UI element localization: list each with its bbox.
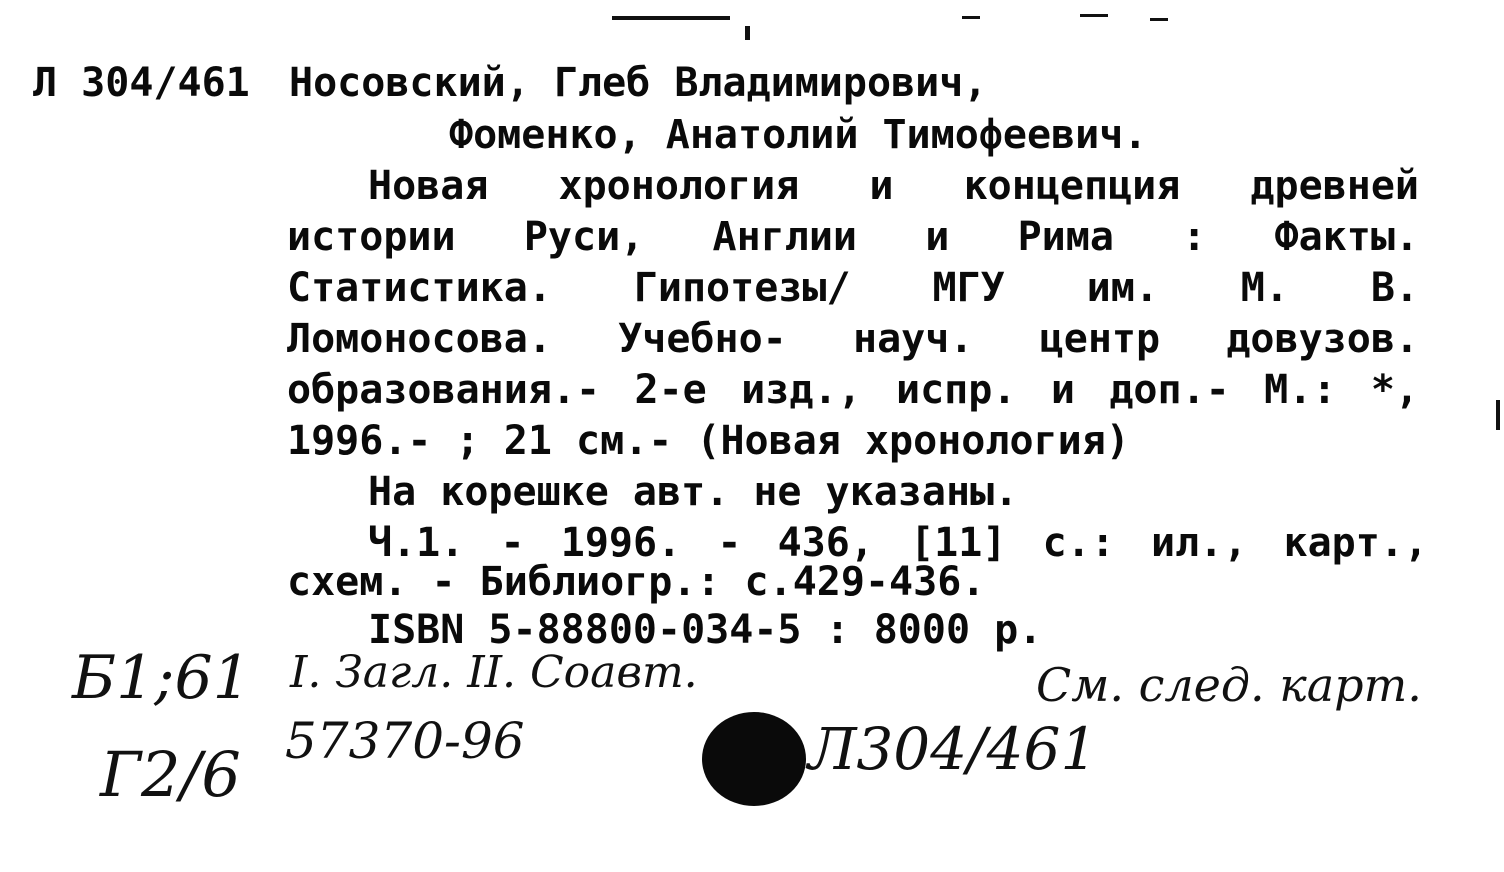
coauthor-line: Фоменко, Анатолий Тимофеевич. <box>449 112 1148 158</box>
note-line: На корешке авт. не указаны. <box>368 469 1019 515</box>
imprint-line: образования.- 2-е изд., испр. и доп.- М.: *, <box>287 367 1419 413</box>
handwritten-accession: 57370-96 <box>285 712 525 770</box>
top-dash <box>612 16 730 20</box>
imprint-line: 1996.- ; 21 см.- (Новая хронология) <box>287 418 1130 464</box>
isbn-line: ISBN 5-88800-034-5 : 8000 р. <box>368 607 1043 653</box>
handwritten-classification: Б1;61 <box>72 643 251 713</box>
handwritten-author-mark: Г2/6 <box>100 738 241 811</box>
handwritten-see-next: См. след. карт. <box>1036 658 1422 712</box>
title-line: Ломоносова. Учебно- науч. центр довузов. <box>287 316 1419 362</box>
edge-mark <box>1496 400 1500 430</box>
shelfmark: Л 304/461 <box>33 60 250 106</box>
top-dash <box>1080 14 1108 17</box>
title-line: Новая хронология и концепция древней <box>368 163 1419 209</box>
part-line: Ч.1. - 1996. - 436, [11] с.: ил., карт., <box>368 520 1428 566</box>
handwritten-shelf-number: Л304/461 <box>808 715 1098 783</box>
title-line: Статистика. Гипотезы/ МГУ им. М. В. <box>287 265 1419 311</box>
part-line: схем. - Библиогр.: с.429-436. <box>287 559 986 605</box>
title-line: истории Руси, Англии и Рима : Факты. <box>287 214 1419 260</box>
top-dash <box>745 26 750 40</box>
top-dash <box>1150 18 1168 21</box>
ink-blot <box>702 712 806 806</box>
author-heading: Носовский, Глеб Владимирович, <box>289 60 988 106</box>
handwritten-tracing: I. Загл. II. Соавт. <box>290 647 698 698</box>
top-dash <box>962 16 980 19</box>
